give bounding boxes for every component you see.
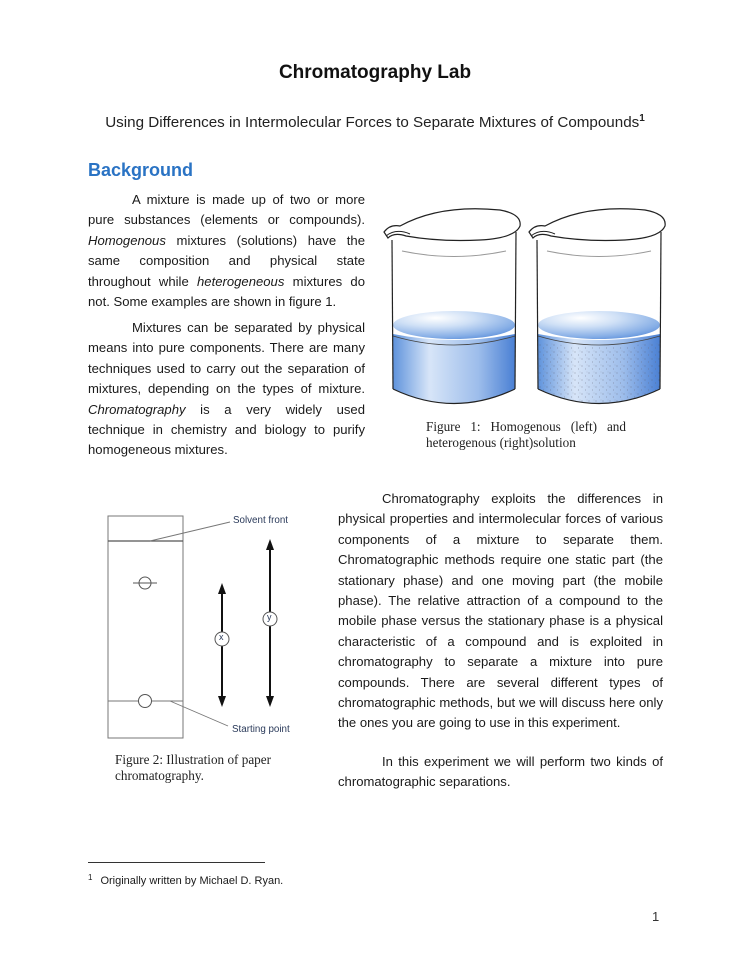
page-number: 1 bbox=[652, 909, 660, 924]
figure-1-beakers bbox=[380, 196, 670, 412]
footnote-reference: 1 bbox=[639, 113, 645, 124]
figure-2-chromatography bbox=[100, 505, 330, 745]
arrow-y bbox=[263, 539, 277, 707]
text-run: A mixture is made up of two or more pure substances (elements or compounds). bbox=[88, 192, 365, 228]
footnote-text: Originally written by Michael D. Ryan. bbox=[100, 875, 284, 887]
label-y: y bbox=[267, 612, 272, 622]
page-subtitle bbox=[0, 113, 750, 131]
section-heading-background: Background bbox=[88, 160, 194, 180]
figure-1-caption: Figure 1: Homogenous (left) and heterogenous (right)solution bbox=[426, 419, 626, 450]
chromatography-diagram bbox=[100, 505, 330, 745]
italic-term-homogenous: Homogenous bbox=[88, 232, 166, 248]
text-run: Chromatography exploits the differences in physical properties and intermolecular forces of various components of a mixture to separate them. Chromatographic methods require one static part (the stationary phase) and one moving part (the mobile phase). The relative attraction of a compound to the mobile phase versus the stationary phase is a physical characteristic of a compound and is exploited in chromatography to separate a mixture into pure compounds. There are several different types of chromatographic methods, but we will discuss here only the ones you are going to use in this experiment. bbox=[338, 491, 663, 731]
beakers-illustration bbox=[380, 196, 670, 412]
text-run: mixtures do not. Some examples are shown in figure 1. bbox=[88, 273, 365, 310]
paragraph-separation bbox=[88, 318, 365, 461]
label-solvent-front: Solvent front bbox=[233, 515, 289, 526]
text-run: Mixtures can be separated by physical means into pure components. There are many techniques used to carry out the separation of mixtures, depending on the types of mixture. bbox=[88, 320, 365, 397]
italic-term-heterogeneous: heterogeneous bbox=[197, 273, 285, 289]
arrow-x bbox=[215, 583, 229, 707]
footnote-separator bbox=[88, 862, 265, 863]
paragraph-experiment-intro bbox=[338, 752, 663, 793]
text-run: In this experiment we will perform two kinds of chromatographic separations. bbox=[338, 754, 663, 790]
text-run: is a very widely used technique in chemistry and biology to purify homogeneous mixtures. bbox=[88, 401, 365, 458]
footnote bbox=[88, 873, 283, 887]
text-run: mixtures (solutions) have the same composition and physical state throughout while bbox=[88, 232, 365, 289]
label-starting-point: Starting point bbox=[232, 724, 290, 735]
paragraph-mixture-definition bbox=[88, 190, 365, 312]
beaker-right-heterogenous bbox=[529, 209, 665, 404]
italic-term-chromatography: Chromatography bbox=[88, 401, 186, 417]
subtitle-text: Using Differences in Intermolecular Forces to Separate Mixtures of Compounds bbox=[105, 114, 640, 131]
paragraph-chromatography-principle bbox=[338, 489, 663, 734]
figure-2-caption: Figure 2: Illustration of paper chromatography. bbox=[115, 752, 272, 783]
page-title: Chromatography Lab bbox=[278, 62, 472, 83]
beaker-left-homogenous bbox=[384, 209, 520, 404]
label-x: x bbox=[219, 632, 224, 642]
footnote-number: 1 bbox=[88, 873, 93, 882]
